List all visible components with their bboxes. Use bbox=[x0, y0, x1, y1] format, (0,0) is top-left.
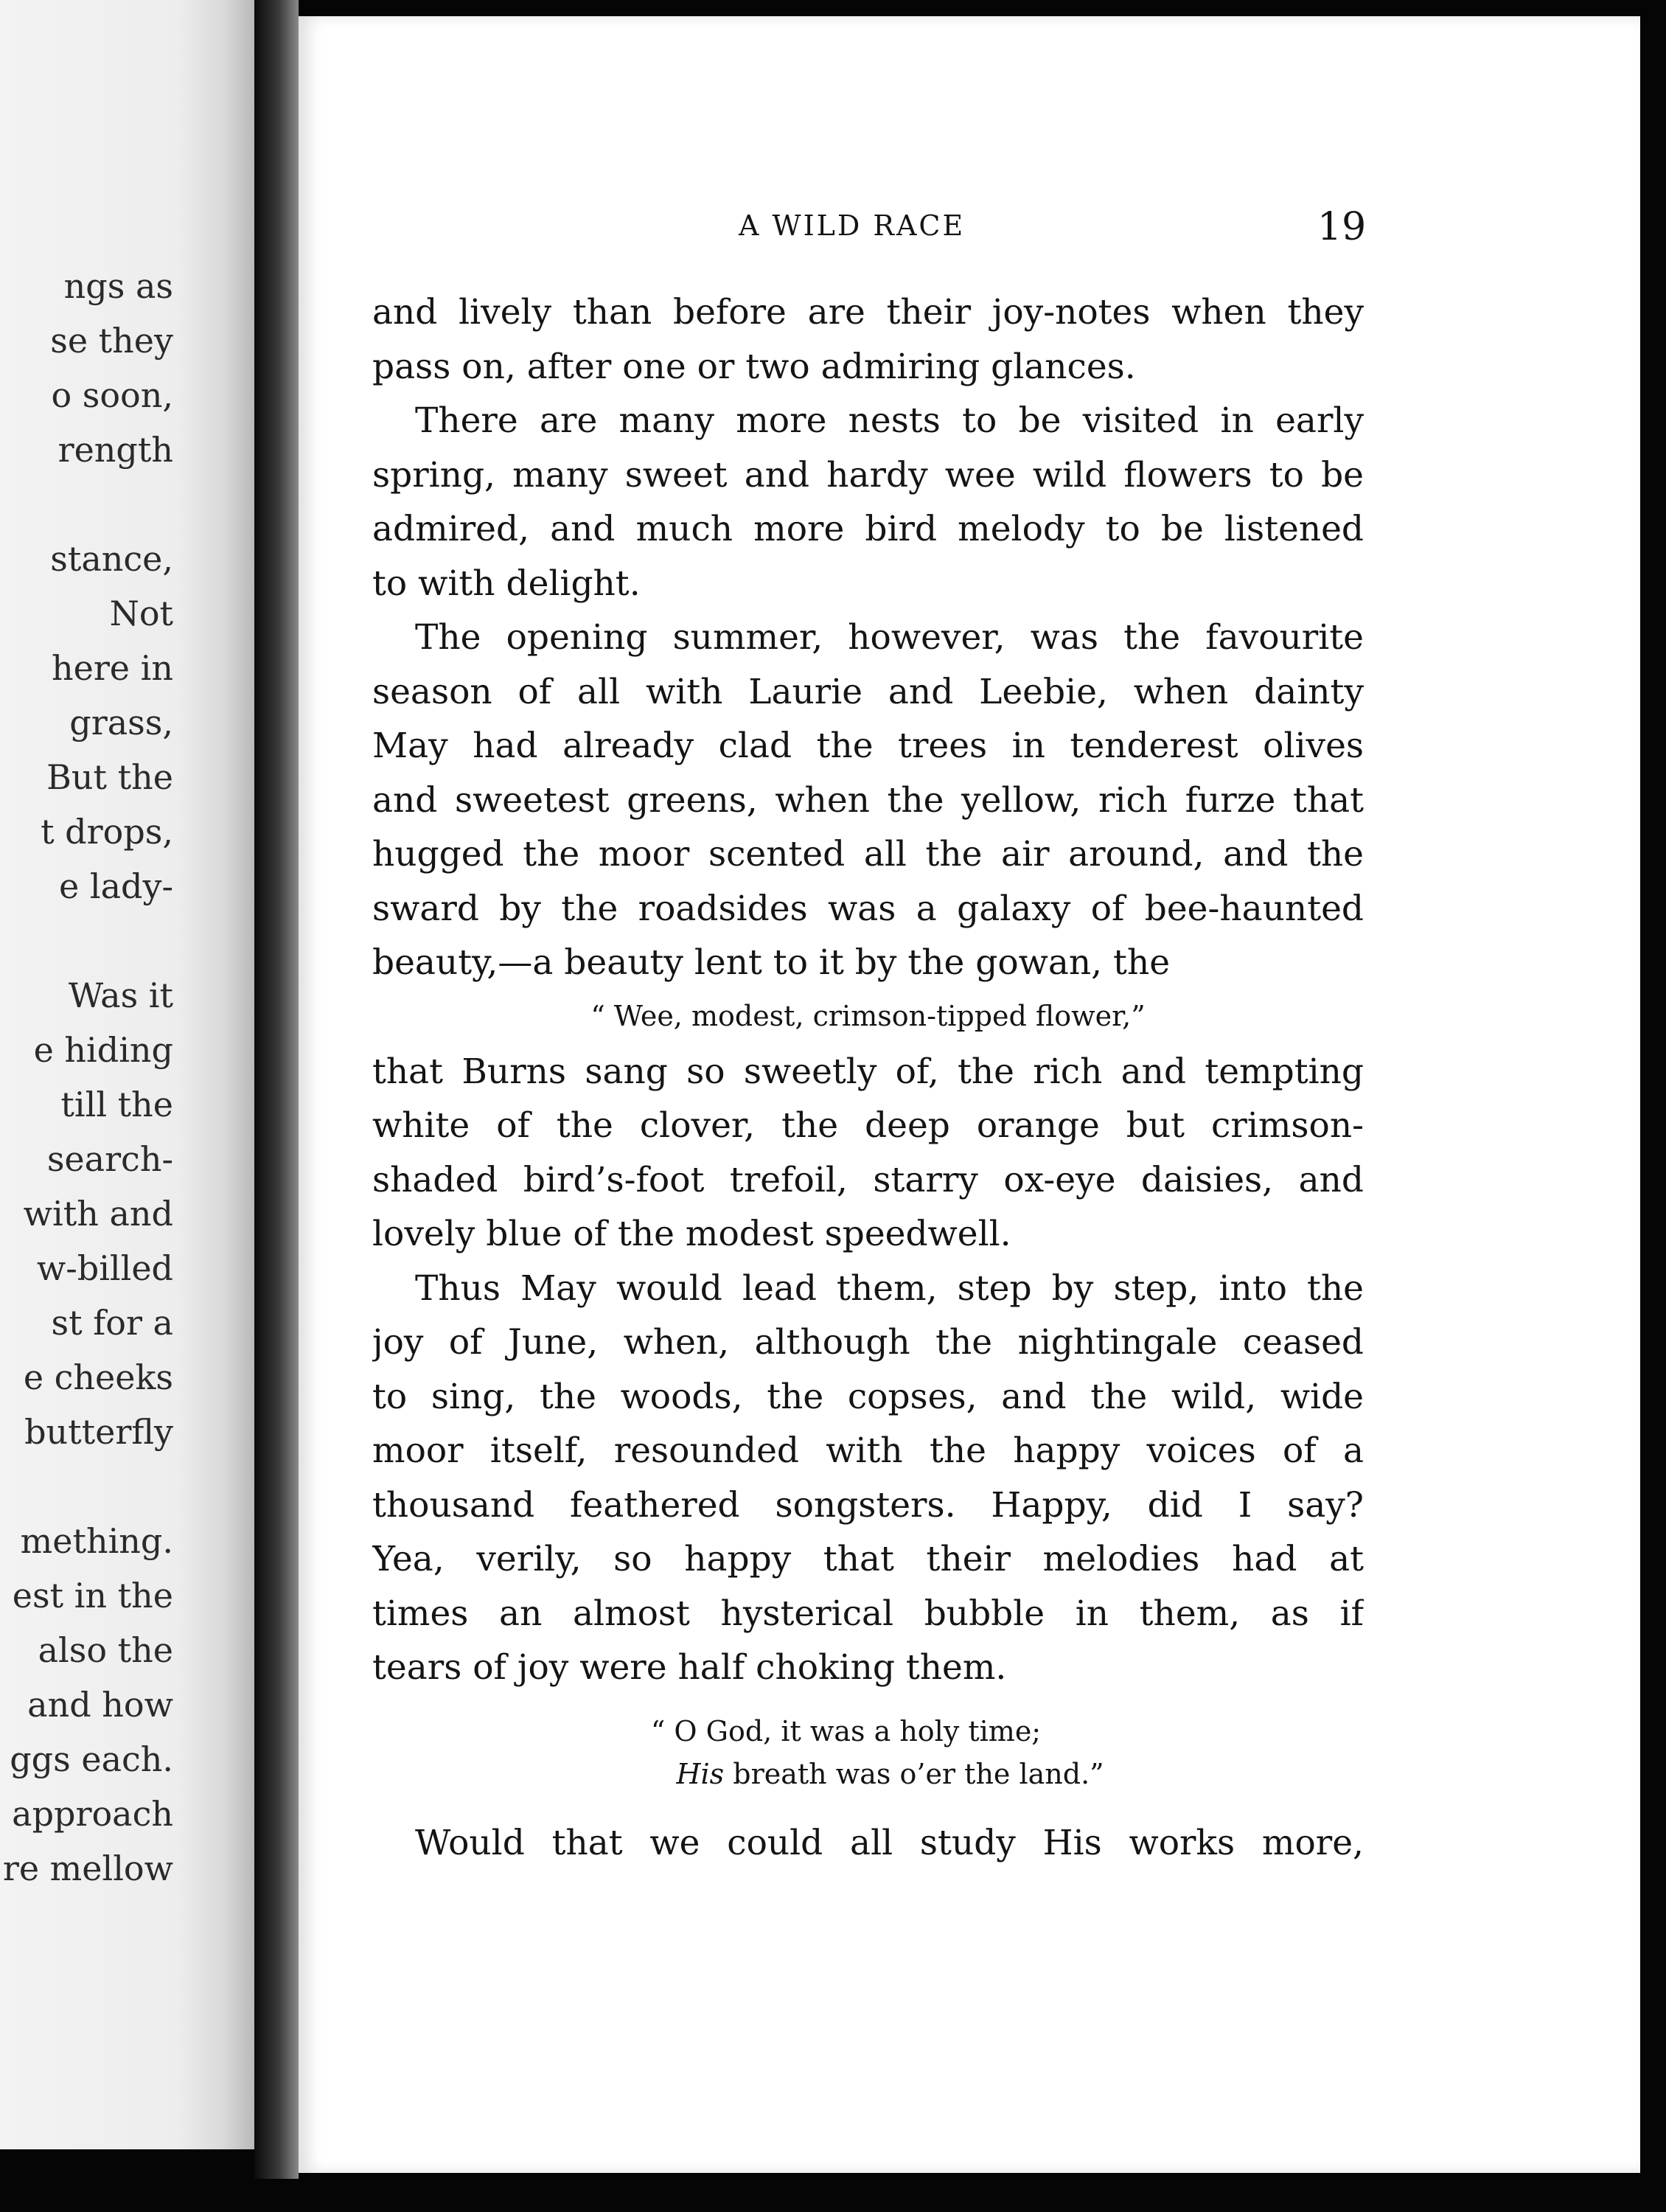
facing-page-line: ggs each. bbox=[10, 1739, 173, 1779]
facing-page-line: e lady- bbox=[59, 866, 173, 906]
facing-page-line: here in bbox=[51, 648, 173, 688]
facing-page-line: e cheeks bbox=[23, 1357, 173, 1397]
facing-page-line: search- bbox=[46, 1139, 173, 1179]
quote-italic-word: His bbox=[676, 1757, 725, 1790]
text-line: moor itself, resounded with the happy voices of a bbox=[372, 1430, 1364, 1471]
text-line: to with delight. bbox=[372, 563, 641, 604]
text-line: to sing, the woods, the copses, and the wild, wide bbox=[372, 1376, 1364, 1417]
text-line: May had already clad the trees in tenderest olives bbox=[372, 726, 1364, 766]
facing-page-line: stance, bbox=[50, 539, 173, 579]
text-line: spring, many sweet and hardy wee wild flowers to be bbox=[372, 454, 1364, 495]
paragraph bbox=[372, 1045, 1364, 1262]
verse-quotation bbox=[372, 995, 1364, 1037]
text-line: thousand feathered songsters. Happy, did I say? bbox=[372, 1484, 1364, 1526]
text-line: white of the clover, the deep orange but crimson- bbox=[372, 1105, 1364, 1146]
facing-page-line: mething. bbox=[20, 1521, 173, 1561]
text-line: hugged the moor scented all the air around, and the bbox=[372, 834, 1364, 874]
text-line: lovely blue of the modest speedwell. bbox=[372, 1214, 1011, 1254]
text-line: sward by the roadsides was a galaxy of bee-haunted bbox=[372, 888, 1364, 929]
book-page bbox=[299, 16, 1640, 2173]
quote-line bbox=[372, 1753, 1364, 1795]
facing-page bbox=[0, 0, 254, 2149]
facing-page-line: w-billed bbox=[36, 1248, 173, 1288]
text-line: joy of June, when, although the nightingale ceased bbox=[372, 1322, 1364, 1363]
text-block bbox=[372, 285, 1364, 1870]
running-title: A WILD RACE bbox=[739, 209, 966, 242]
facing-page-text bbox=[0, 0, 254, 2149]
facing-page-line: Not bbox=[109, 594, 173, 633]
text-line: beauty,—a beauty lent to it by the gowan, the bbox=[372, 942, 1171, 983]
paragraph bbox=[372, 1262, 1364, 1695]
text-line: Would that we could all study His works more, bbox=[415, 1822, 1364, 1863]
facing-page-line: with and bbox=[23, 1194, 173, 1234]
text-line: season of all with Laurie and Leebie, when dainty bbox=[372, 671, 1364, 712]
facing-page-line: also the bbox=[38, 1630, 173, 1670]
facing-page-line: butterfly bbox=[24, 1412, 173, 1452]
facing-page-line: till the bbox=[60, 1085, 173, 1124]
running-head bbox=[299, 205, 1640, 254]
paragraph bbox=[372, 1816, 1364, 1871]
facing-page-line: st for a bbox=[51, 1303, 173, 1343]
facing-page-line: o soon, bbox=[51, 375, 173, 415]
text-line: tears of joy were half choking them. bbox=[372, 1647, 1007, 1688]
facing-page-line: ngs as bbox=[63, 266, 173, 306]
facing-page-line: t drops, bbox=[41, 812, 173, 852]
facing-page-line: rength bbox=[57, 430, 173, 470]
text-line: There are many more nests to be visited in early bbox=[415, 400, 1364, 441]
facing-page-line: e hiding bbox=[33, 1030, 173, 1070]
facing-page-line: Was it bbox=[68, 975, 173, 1015]
text-line: admired, and much more bird melody to be listened bbox=[372, 509, 1364, 549]
text-line: Yea, verily, so happy that their melodies had at bbox=[372, 1539, 1364, 1579]
text-line: and lively than before are their joy-notes when they bbox=[372, 292, 1364, 333]
paragraph bbox=[372, 611, 1364, 990]
facing-page-line: re mellow bbox=[2, 1848, 173, 1888]
paragraph bbox=[372, 394, 1364, 611]
facing-page-line: But the bbox=[46, 757, 173, 797]
text-line: pass on, after one or two admiring glances. bbox=[372, 346, 1136, 387]
facing-page-line: se they bbox=[50, 321, 173, 361]
page-number: 19 bbox=[1317, 205, 1367, 249]
text-line: Thus May would lead them, step by step, into the bbox=[415, 1267, 1364, 1309]
text-line: times an almost hysterical bubble in them, as if bbox=[372, 1593, 1364, 1634]
facing-page-line: grass, bbox=[69, 703, 173, 742]
quote-line: “ Wee, modest, crimson-tipped flower,” bbox=[590, 999, 1146, 1032]
facing-page-line: est in the bbox=[12, 1576, 173, 1615]
facing-page-line: and how bbox=[27, 1685, 173, 1725]
paragraph bbox=[372, 285, 1364, 394]
text-line: that Burns sang so sweetly of, the rich and tempting bbox=[372, 1051, 1364, 1092]
text-line: and sweetest greens, when the yellow, rich furze that bbox=[372, 779, 1364, 821]
quote-line: “ O God, it was a holy time; bbox=[650, 1714, 1042, 1747]
book-gutter bbox=[254, 0, 299, 2179]
quote-line-rest: breath was o’er the land.” bbox=[724, 1757, 1104, 1790]
facing-page-line: approach bbox=[12, 1794, 173, 1834]
text-line: The opening summer, however, was the favourite bbox=[415, 617, 1364, 658]
verse-quotation bbox=[372, 1710, 1364, 1795]
text-line: shaded bird’s-foot trefoil, starry ox-eye daisies, and bbox=[372, 1159, 1364, 1200]
